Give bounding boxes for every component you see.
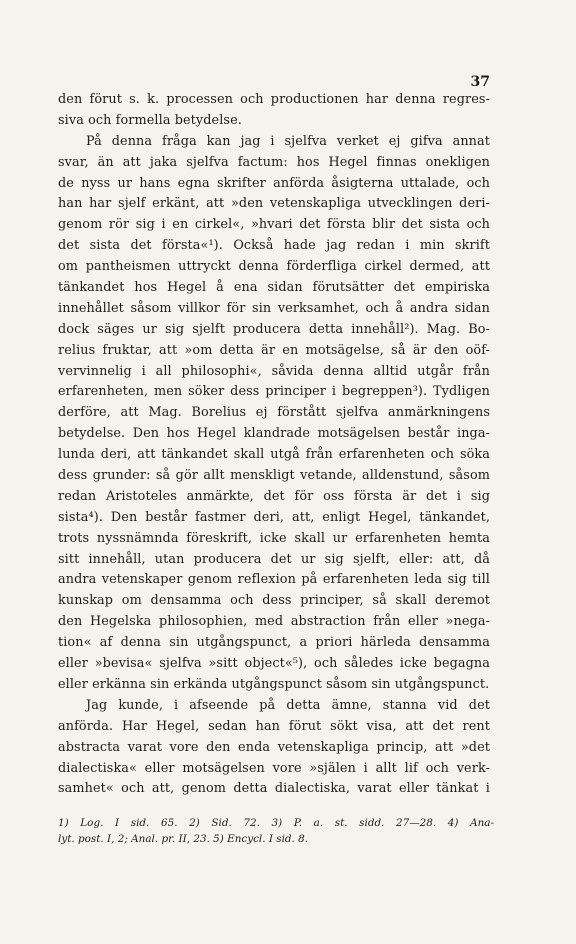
paragraph-3 — [58, 696, 490, 800]
text-line: om pantheismen uttryckt denna förderfliga cirkel dermed, att — [58, 259, 490, 275]
footnote-line: lyt. post. I, 2; Anal. pr. II, 23. 5) Encycl. I sid. 8. — [58, 833, 309, 845]
text-line: genom rör sig i en cirkel«, »hvari det första blir det sista och — [58, 217, 490, 233]
text-line: abstracta varat vore den enda vetenskapliga princip, att »det — [58, 739, 490, 755]
text-line: kunskap om densamma och dess principer, så skall deremot — [58, 593, 490, 609]
text-line: svar, än att jaka sjelfva factum: hos Hegel finnas onekligen — [58, 154, 490, 170]
text-line: derföre, att Mag. Borelius ej förstått sjelfva anmärkningens — [58, 405, 490, 421]
text-line: anförda. Har Hegel, sedan han förut sökt visa, att det rent — [58, 718, 490, 734]
paragraph-2 — [58, 132, 490, 696]
text-line: dess grunder: så gör allt menskligt vetande, alldenstund, såsom — [58, 468, 490, 484]
text-line: innehållet såsom villkor för sin verksamhet, och å andra sidan — [58, 300, 490, 316]
text-line: eller erkänna sin erkända utgångspunct såsom sin utgångspunct. — [58, 676, 490, 692]
text-line: Jag kunde, i afseende på detta ämne, stanna vid det — [86, 697, 490, 713]
text-line: betydelse. Den hos Hegel klandrade motsägelsen består inga- — [58, 426, 490, 442]
text-line: samhet« och att, genom detta dialectiska, varat eller tänkat i — [58, 781, 490, 797]
text-line: tänkandet hos Hegel å ena sidan förutsätter det empiriska — [58, 280, 490, 296]
text-line: siva och formella betydelse. — [58, 112, 242, 128]
body-text — [58, 90, 490, 800]
text-line: det sista det första«¹). Också hade jag redan i min skrift — [58, 238, 490, 254]
text-line: han har sjelf erkänt, att »den vetenskapliga utvecklingen deri- — [58, 196, 490, 212]
text-line: På denna fråga kan jag i sjelfva verket ej gifva annat — [86, 133, 490, 149]
text-line: sitt innehåll, utan producera det ur sig sjelft, eller: att, då — [58, 551, 490, 567]
text-line: andra vetenskaper genom reflexion på erfarenheten leda sig till — [58, 572, 490, 588]
text-line: lunda deri, att tänkandet skall utgå från erfarenheten och söka — [58, 447, 490, 463]
footnote-separator — [58, 807, 490, 808]
text-line: dialectiska« eller motsägelsen vore »själen i allt lif och verk- — [58, 760, 490, 776]
paragraph-1 — [58, 90, 490, 132]
page-number: 37 — [470, 74, 490, 90]
text-line: den Hegelska philosophien, med abstraction från eller »nega- — [58, 614, 490, 630]
text-line: dock säges ur sig sjelft producera detta innehåll²). Mag. Bo- — [58, 321, 490, 337]
text-line: trots nyssnämnda föreskrift, icke skall ur erfarenheten hemta — [58, 530, 490, 546]
text-line: erfarenheten, men söker dess principer i begreppen³). Tydligen — [58, 384, 490, 400]
text-line: eller »bevisa« sjelfva »sitt object«⁵), och således icke begagna — [58, 656, 490, 672]
text-line: relius fruktar, att »om detta är en motsägelse, så är den oöf- — [58, 342, 490, 358]
text-line: tion« af denna sin utgångspunct, a priori härleda densamma — [58, 635, 490, 651]
text-line: sista⁴). Den består fastmer deri, att, enligt Hegel, tänkandet, — [58, 509, 490, 525]
text-line: den förut s. k. processen och productionen har denna regres- — [58, 92, 490, 107]
text-line: de nyss ur hans egna skrifter anförda åsigterna uttalade, och — [58, 175, 490, 191]
footnotes — [58, 815, 494, 847]
text-line: redan Aristoteles anmärkte, det för oss första är det i sig — [58, 488, 490, 504]
text-line: vervinnelig i all philosophi«, såvida denna alltid utgår från — [58, 363, 490, 379]
footnote-line: 1) Log. I sid. 65. 2) Sid. 72. 3) P. a. st. sidd. 27—28. 4) Ana- — [58, 817, 494, 829]
